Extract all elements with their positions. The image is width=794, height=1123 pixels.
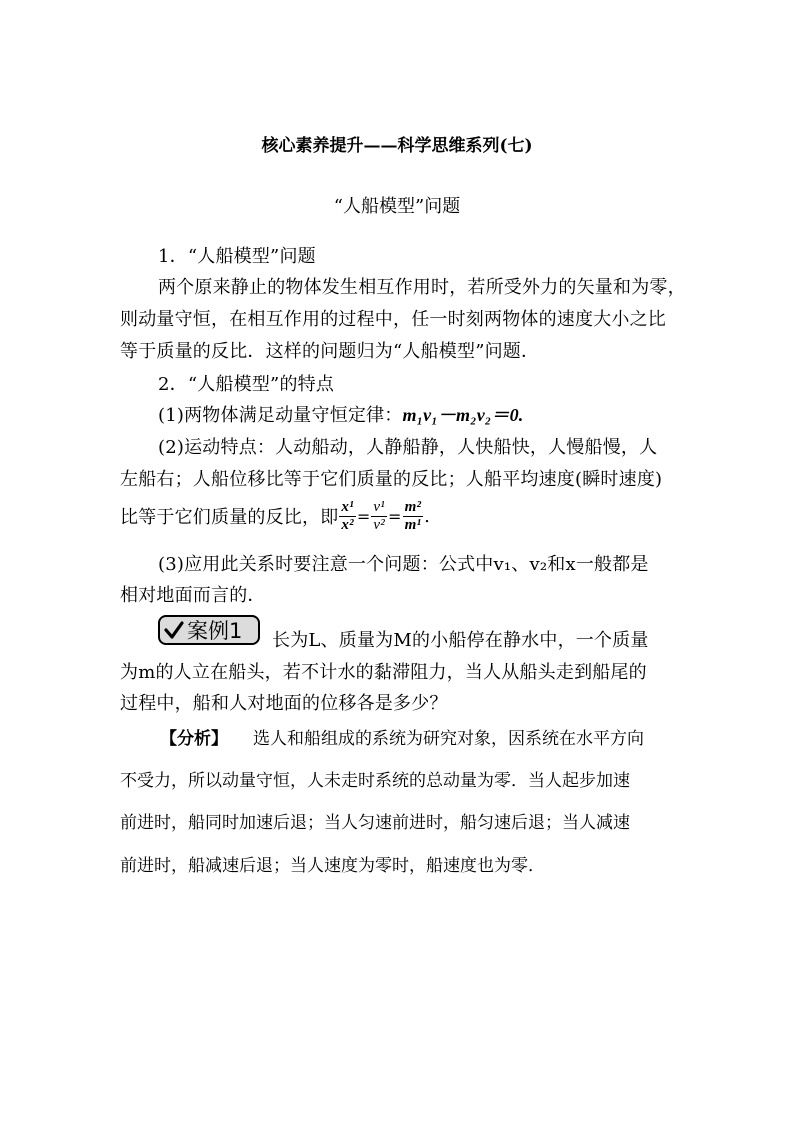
frac-den: x² bbox=[341, 516, 354, 533]
analysis-line: 选人和船组成的系统为研究对象，因系统在水平方向 bbox=[253, 729, 644, 749]
mass-ratio bbox=[403, 500, 424, 533]
section2-item1 bbox=[158, 401, 523, 427]
section2-item2-line: 左船右；人船位移比等于它们质量的反比；人船平均速度(瞬时速度) bbox=[120, 469, 663, 490]
analysis-label: 【分析】 bbox=[160, 729, 228, 749]
section2-item3-line: (3)应用此关系时要注意一个问题：公式中v₁、v₂和x一般都是 bbox=[158, 554, 649, 575]
section2-item1-text: (1)两物体满足动量守恒定律： bbox=[158, 405, 403, 426]
checkmark-icon bbox=[164, 620, 184, 640]
section2-item2-tail: 比等于它们质量的反比，即 bbox=[120, 507, 339, 528]
example-badge-label: 案例1 bbox=[187, 619, 243, 643]
frac-den: m¹ bbox=[404, 516, 422, 533]
analysis-line: 前进时，船减速后退；当人速度为零时，船速度也为零． bbox=[120, 856, 545, 876]
analysis-line: 前进时，船同时加速后退；当人匀速前进时，船匀速后退；当人减速 bbox=[120, 813, 630, 833]
section2-item2-line: (2)运动特点：人动船动，人静船静，人快船快，人慢船慢，人 bbox=[158, 437, 658, 458]
section1-heading: 1．“人船模型”问题 bbox=[158, 246, 316, 267]
momentum-formula: m₁v₁－m₂v₂＝0. bbox=[402, 405, 524, 425]
frac-den: v² bbox=[373, 516, 385, 533]
example-line: 长为L、质量为M的小船停在静水中，一个质量 bbox=[272, 630, 649, 651]
page-subtitle: “人船模型”问题 bbox=[333, 196, 461, 217]
frac-num: m² bbox=[404, 498, 422, 515]
example-line: 为m的人立在船头，若不计水的黏滞阻力，当人从船头走到船尾的 bbox=[120, 662, 647, 683]
velocity-ratio bbox=[371, 500, 387, 533]
section1-line: 则动量守恒，在相互作用的过程中，任一时刻两物体的速度大小之比 bbox=[120, 309, 666, 330]
section1-line: 等于质量的反比．这样的问题归为“人船模型”问题． bbox=[120, 341, 540, 362]
example-badge bbox=[158, 615, 260, 645]
frac-num: v¹ bbox=[373, 498, 385, 515]
frac-num: x¹ bbox=[341, 498, 354, 515]
section1-line: 两个原来静止的物体发生相互作用时，若所受外力的矢量和为零， bbox=[158, 277, 686, 298]
analysis-line: 不受力，所以动量守恒，人未走时系统的总动量为零．当人起步加速 bbox=[120, 771, 630, 791]
page-title: 核心素养提升——科学思维系列(七) bbox=[261, 136, 533, 156]
section2-heading: 2．“人船模型”的特点 bbox=[158, 374, 335, 395]
displacement-ratio bbox=[339, 500, 355, 533]
section2-item2-ratio-line: 比等于它们质量的反比，即 $\frac{\text{x¹}}{\text{x²}}$ = $\frac{\text{v¹}}{\text{v²}}$ = $\frac{\text{m²}}{\text{m¹}}$ . bbox=[120, 498, 431, 533]
section2-item3-line: 相对地面而言的． bbox=[120, 585, 266, 606]
example-line: 过程中，船和人对地面的位移各是多少？ bbox=[120, 693, 448, 714]
